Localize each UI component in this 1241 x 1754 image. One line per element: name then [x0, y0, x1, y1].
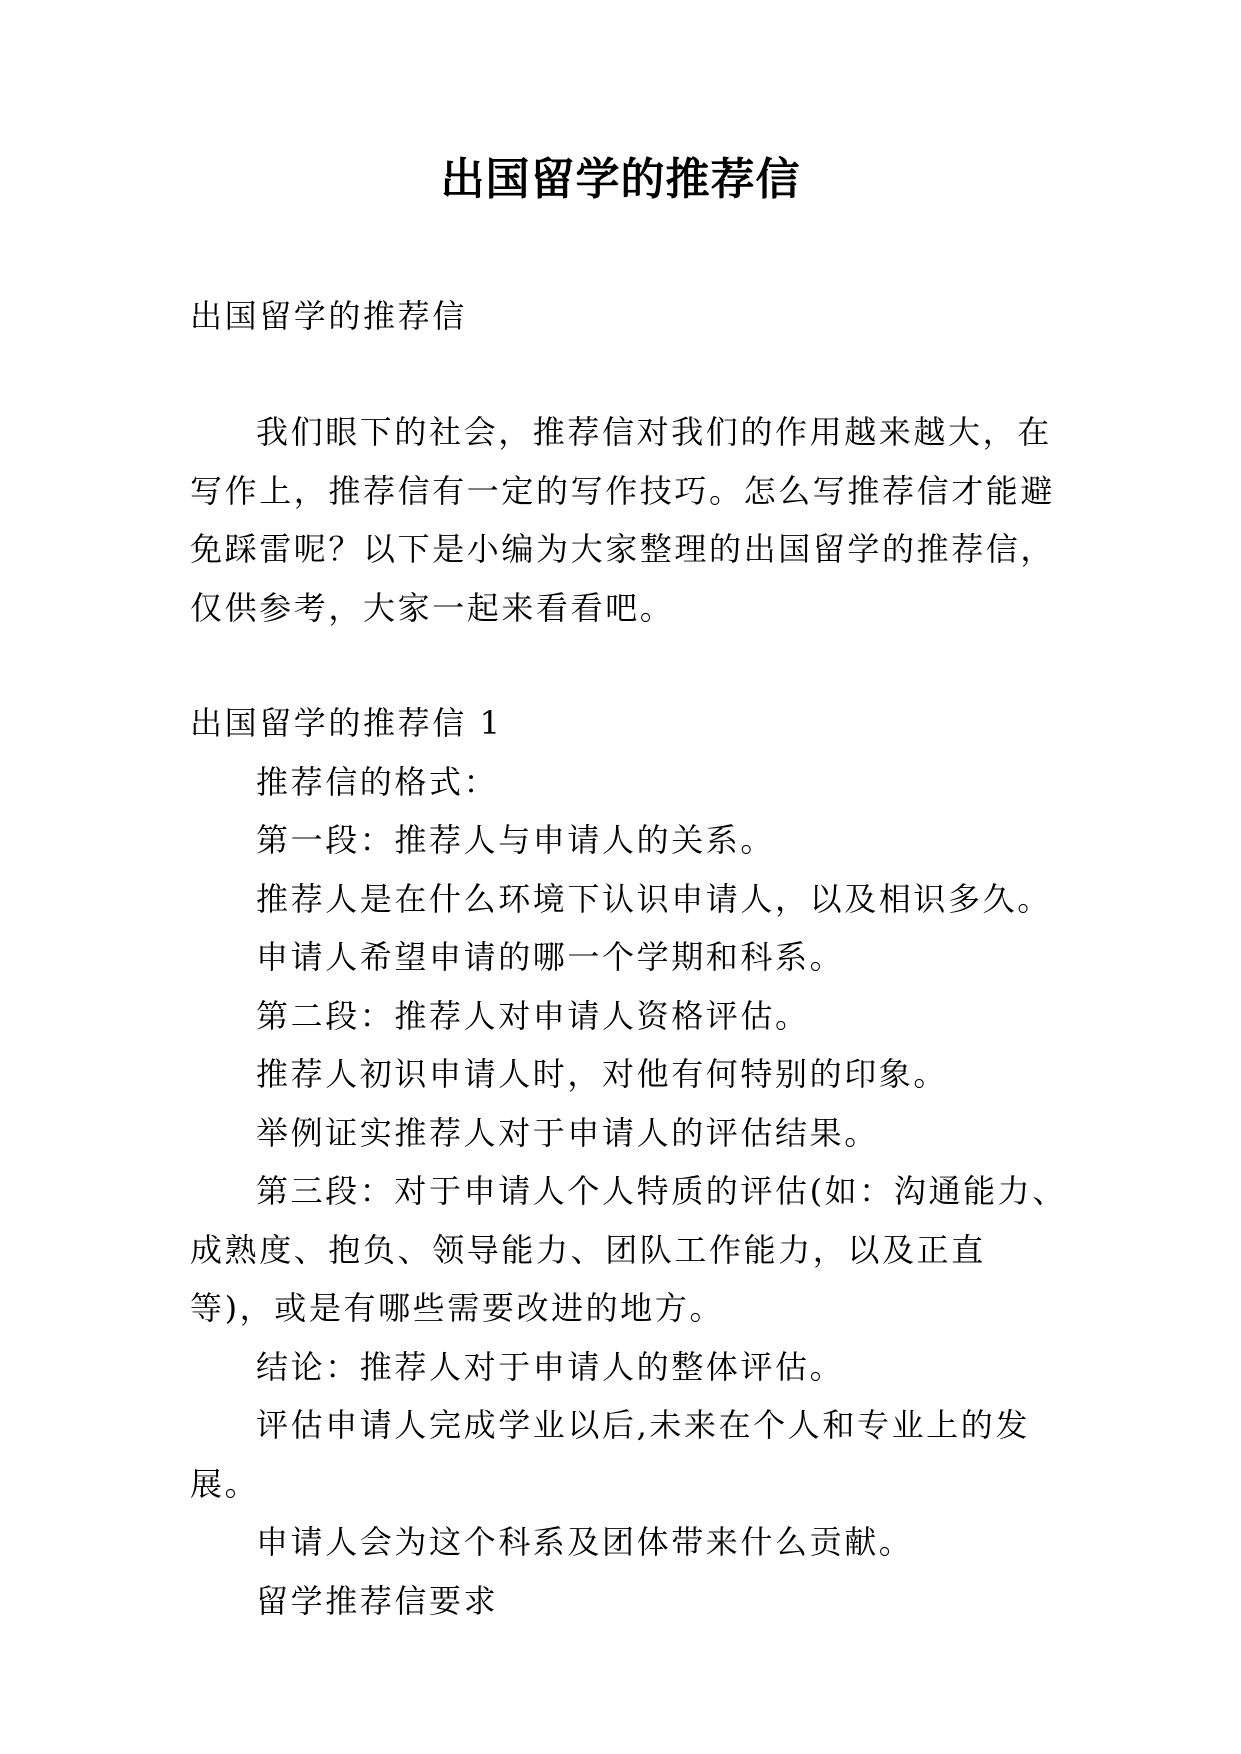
conclusion-heading: 结论：推荐人对于申请人的整体评估。: [256, 1347, 845, 1386]
format-heading: 推荐信的格式：: [256, 762, 499, 801]
section-1: [190, 694, 1070, 1630]
intro-text: 我们眼下的社会，推荐信对我们的作用越来越大，在写作上，推荐信有一定的写作技巧。怎么写推荐信才能避免踩雷呢？以下是小编为大家整理的出国留学的推荐信，仅供参考，大家一起来看看吧。: [190, 413, 1056, 627]
requirements-heading: 留学推荐信要求: [256, 1581, 499, 1620]
paragraph-two-heading: 第二段：推荐人对申请人资格评估。: [256, 996, 810, 1035]
conclusion-item-2: 申请人会为这个科系及团体带来什么贡献。: [256, 1523, 914, 1561]
intro-paragraph: [190, 403, 1070, 637]
section-heading: 出国留学的推荐信 1: [190, 704, 503, 742]
paragraph-two-item-1: 推荐人初识申请人时，对他有何特别的印象。: [256, 1055, 949, 1093]
conclusion-item-1: 评估申请人完成学业以后,未来在个人和专业上的发展。: [190, 1406, 1030, 1503]
paragraph-three: 第三段：对于申请人个人特质的评估(如：沟通能力、成熟度、抱负、领导能力、团队工作能力，以及正直等)，或是有哪些需要改进的地方。: [190, 1172, 1067, 1327]
paragraph-one-item-1: 推荐人是在什么环境下认识申请人，以及相识多久。: [256, 879, 1052, 918]
subtitle-text: 出国留学的推荐信: [190, 297, 467, 335]
document-subtitle: [190, 287, 1070, 346]
document-title: 出国留学的推荐信: [440, 154, 801, 205]
paragraph-one-heading: 第一段：推荐人与申请人的关系。: [256, 821, 776, 859]
paragraph-two-item-2: 举例证实推荐人对于申请人的评估结果。: [256, 1113, 879, 1152]
paragraph-one-item-2: 申请人希望申请的哪一个学期和科系。: [256, 938, 845, 976]
